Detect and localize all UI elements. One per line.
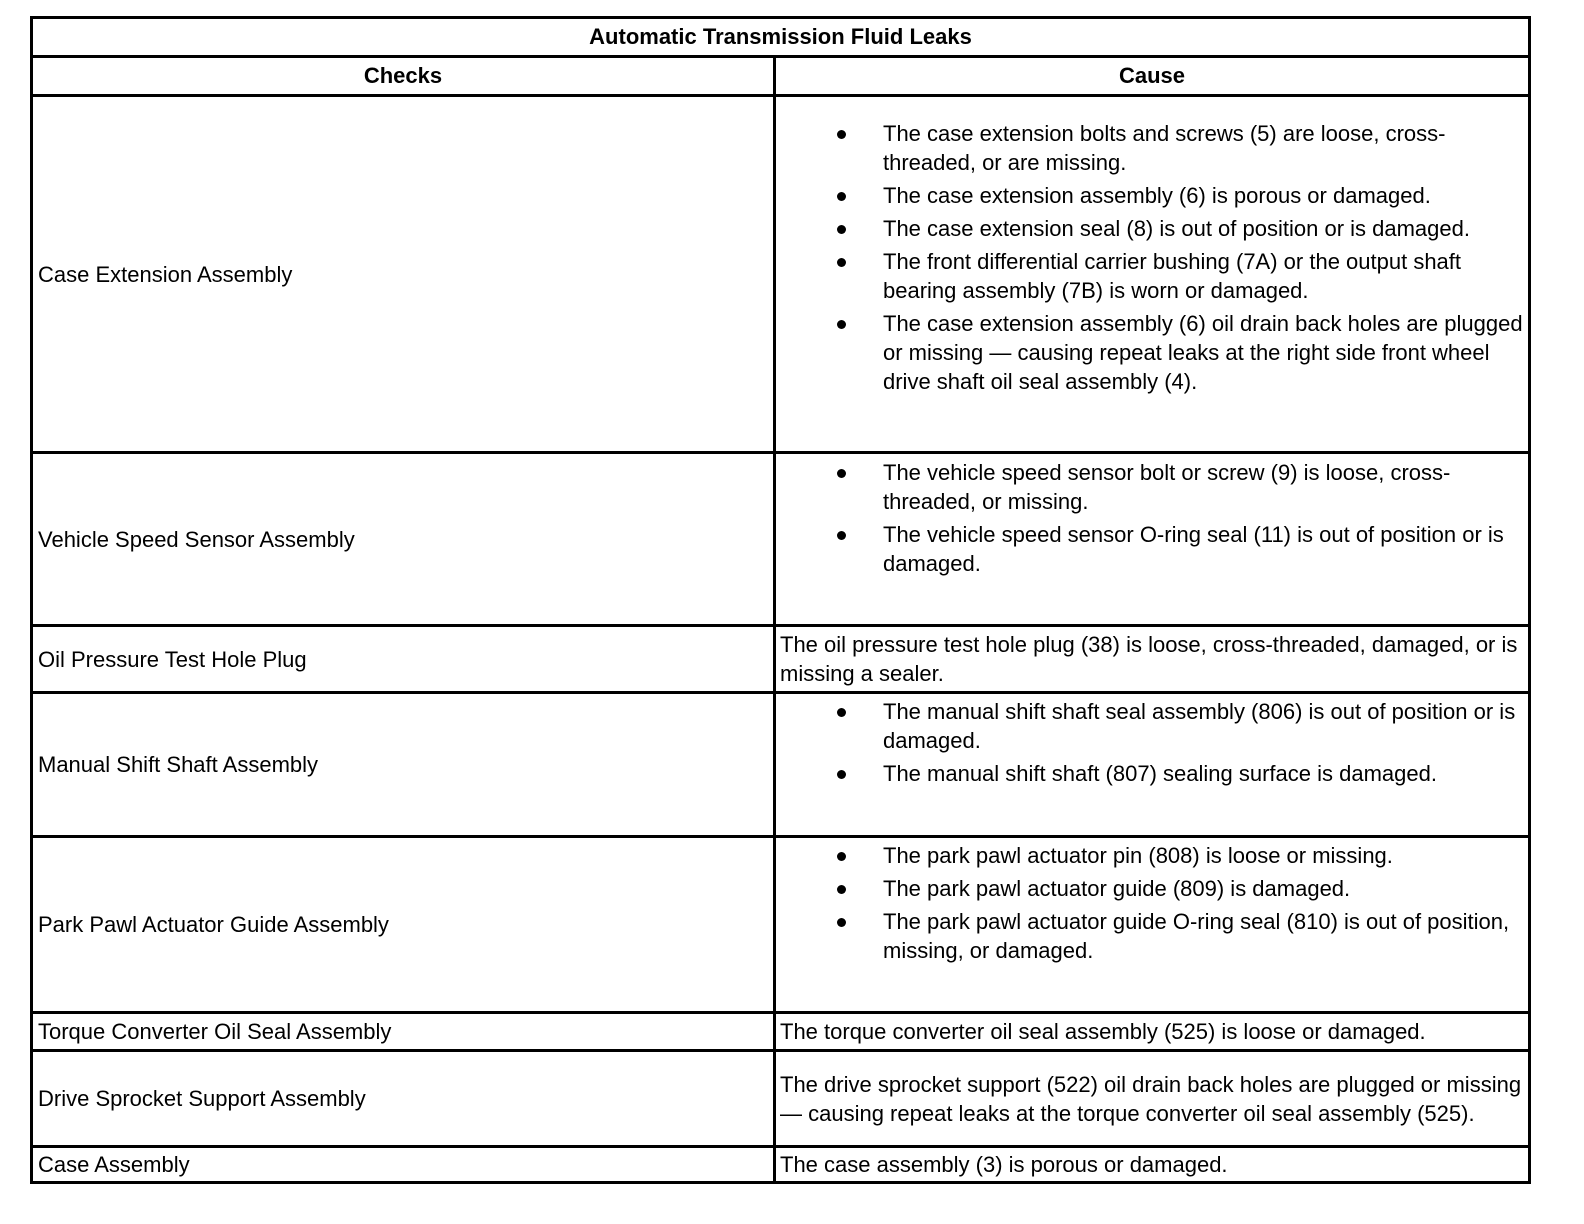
cause-cell (775, 837, 1530, 1013)
cause-cell (775, 96, 1530, 453)
title-row (32, 18, 1530, 57)
cause-list (780, 697, 1524, 788)
cause-item: The park pawl actuator guide (809) is damaged. (780, 874, 1524, 903)
cause-item: The manual shift shaft (807) sealing surface is damaged. (780, 759, 1524, 788)
column-header-cause: Cause (775, 57, 1530, 96)
cause-list (780, 119, 1524, 396)
check-cell: Case Assembly (32, 1147, 775, 1183)
check-cell: Manual Shift Shaft Assembly (32, 693, 775, 837)
cause-item: The vehicle speed sensor bolt or screw (9) is loose, cross-threaded, or missing. (780, 458, 1524, 516)
check-cell: Park Pawl Actuator Guide Assembly (32, 837, 775, 1013)
header-row (32, 57, 1530, 96)
cause-item: The park pawl actuator guide O-ring seal (810) is out of position, missing, or damaged. (780, 907, 1524, 965)
cause-item: The case extension assembly (6) is porous or damaged. (780, 181, 1524, 210)
check-cell: Oil Pressure Test Hole Plug (32, 626, 775, 693)
cause-item: The vehicle speed sensor O-ring seal (11) is out of position or is damaged. (780, 520, 1524, 578)
cause-cell: The torque converter oil seal assembly (525) is loose or damaged. (775, 1013, 1530, 1051)
cause-item: The case extension seal (8) is out of position or is damaged. (780, 214, 1524, 243)
cause-cell: The drive sprocket support (522) oil drain back holes are plugged or missing — causing repeat leaks at the torque converter oil seal assembly (525). (775, 1051, 1530, 1147)
fluid-leaks-table (30, 16, 1531, 1184)
cause-cell (775, 693, 1530, 837)
cause-item: The manual shift shaft seal assembly (806) is out of position or is damaged. (780, 697, 1524, 755)
table-row (32, 453, 1530, 626)
cause-cell (775, 453, 1530, 626)
check-cell: Drive Sprocket Support Assembly (32, 1051, 775, 1147)
cause-list (780, 841, 1524, 965)
cause-item: The case extension bolts and screws (5) are loose, cross-threaded, or are missing. (780, 119, 1524, 177)
cause-item: The case extension assembly (6) oil drain back holes are plugged or missing — causing repeat leaks at the right side front wheel drive shaft oil seal assembly (4). (780, 309, 1524, 396)
check-cell: Case Extension Assembly (32, 96, 775, 453)
cause-cell: The oil pressure test hole plug (38) is loose, cross-threaded, damaged, or is missing a sealer. (775, 626, 1530, 693)
cause-list (780, 458, 1524, 578)
table-row (32, 1147, 1530, 1183)
table-title: Automatic Transmission Fluid Leaks (32, 18, 1530, 57)
table-row (32, 1051, 1530, 1147)
table-row (32, 693, 1530, 837)
table-row (32, 837, 1530, 1013)
check-cell: Vehicle Speed Sensor Assembly (32, 453, 775, 626)
table-row (32, 96, 1530, 453)
check-cell: Torque Converter Oil Seal Assembly (32, 1013, 775, 1051)
table-row (32, 1013, 1530, 1051)
cause-cell: The case assembly (3) is porous or damaged. (775, 1147, 1530, 1183)
column-header-checks: Checks (32, 57, 775, 96)
table-row (32, 626, 1530, 693)
cause-item: The front differential carrier bushing (7A) or the output shaft bearing assembly (7B) is worn or damaged. (780, 247, 1524, 305)
cause-item: The park pawl actuator pin (808) is loose or missing. (780, 841, 1524, 870)
